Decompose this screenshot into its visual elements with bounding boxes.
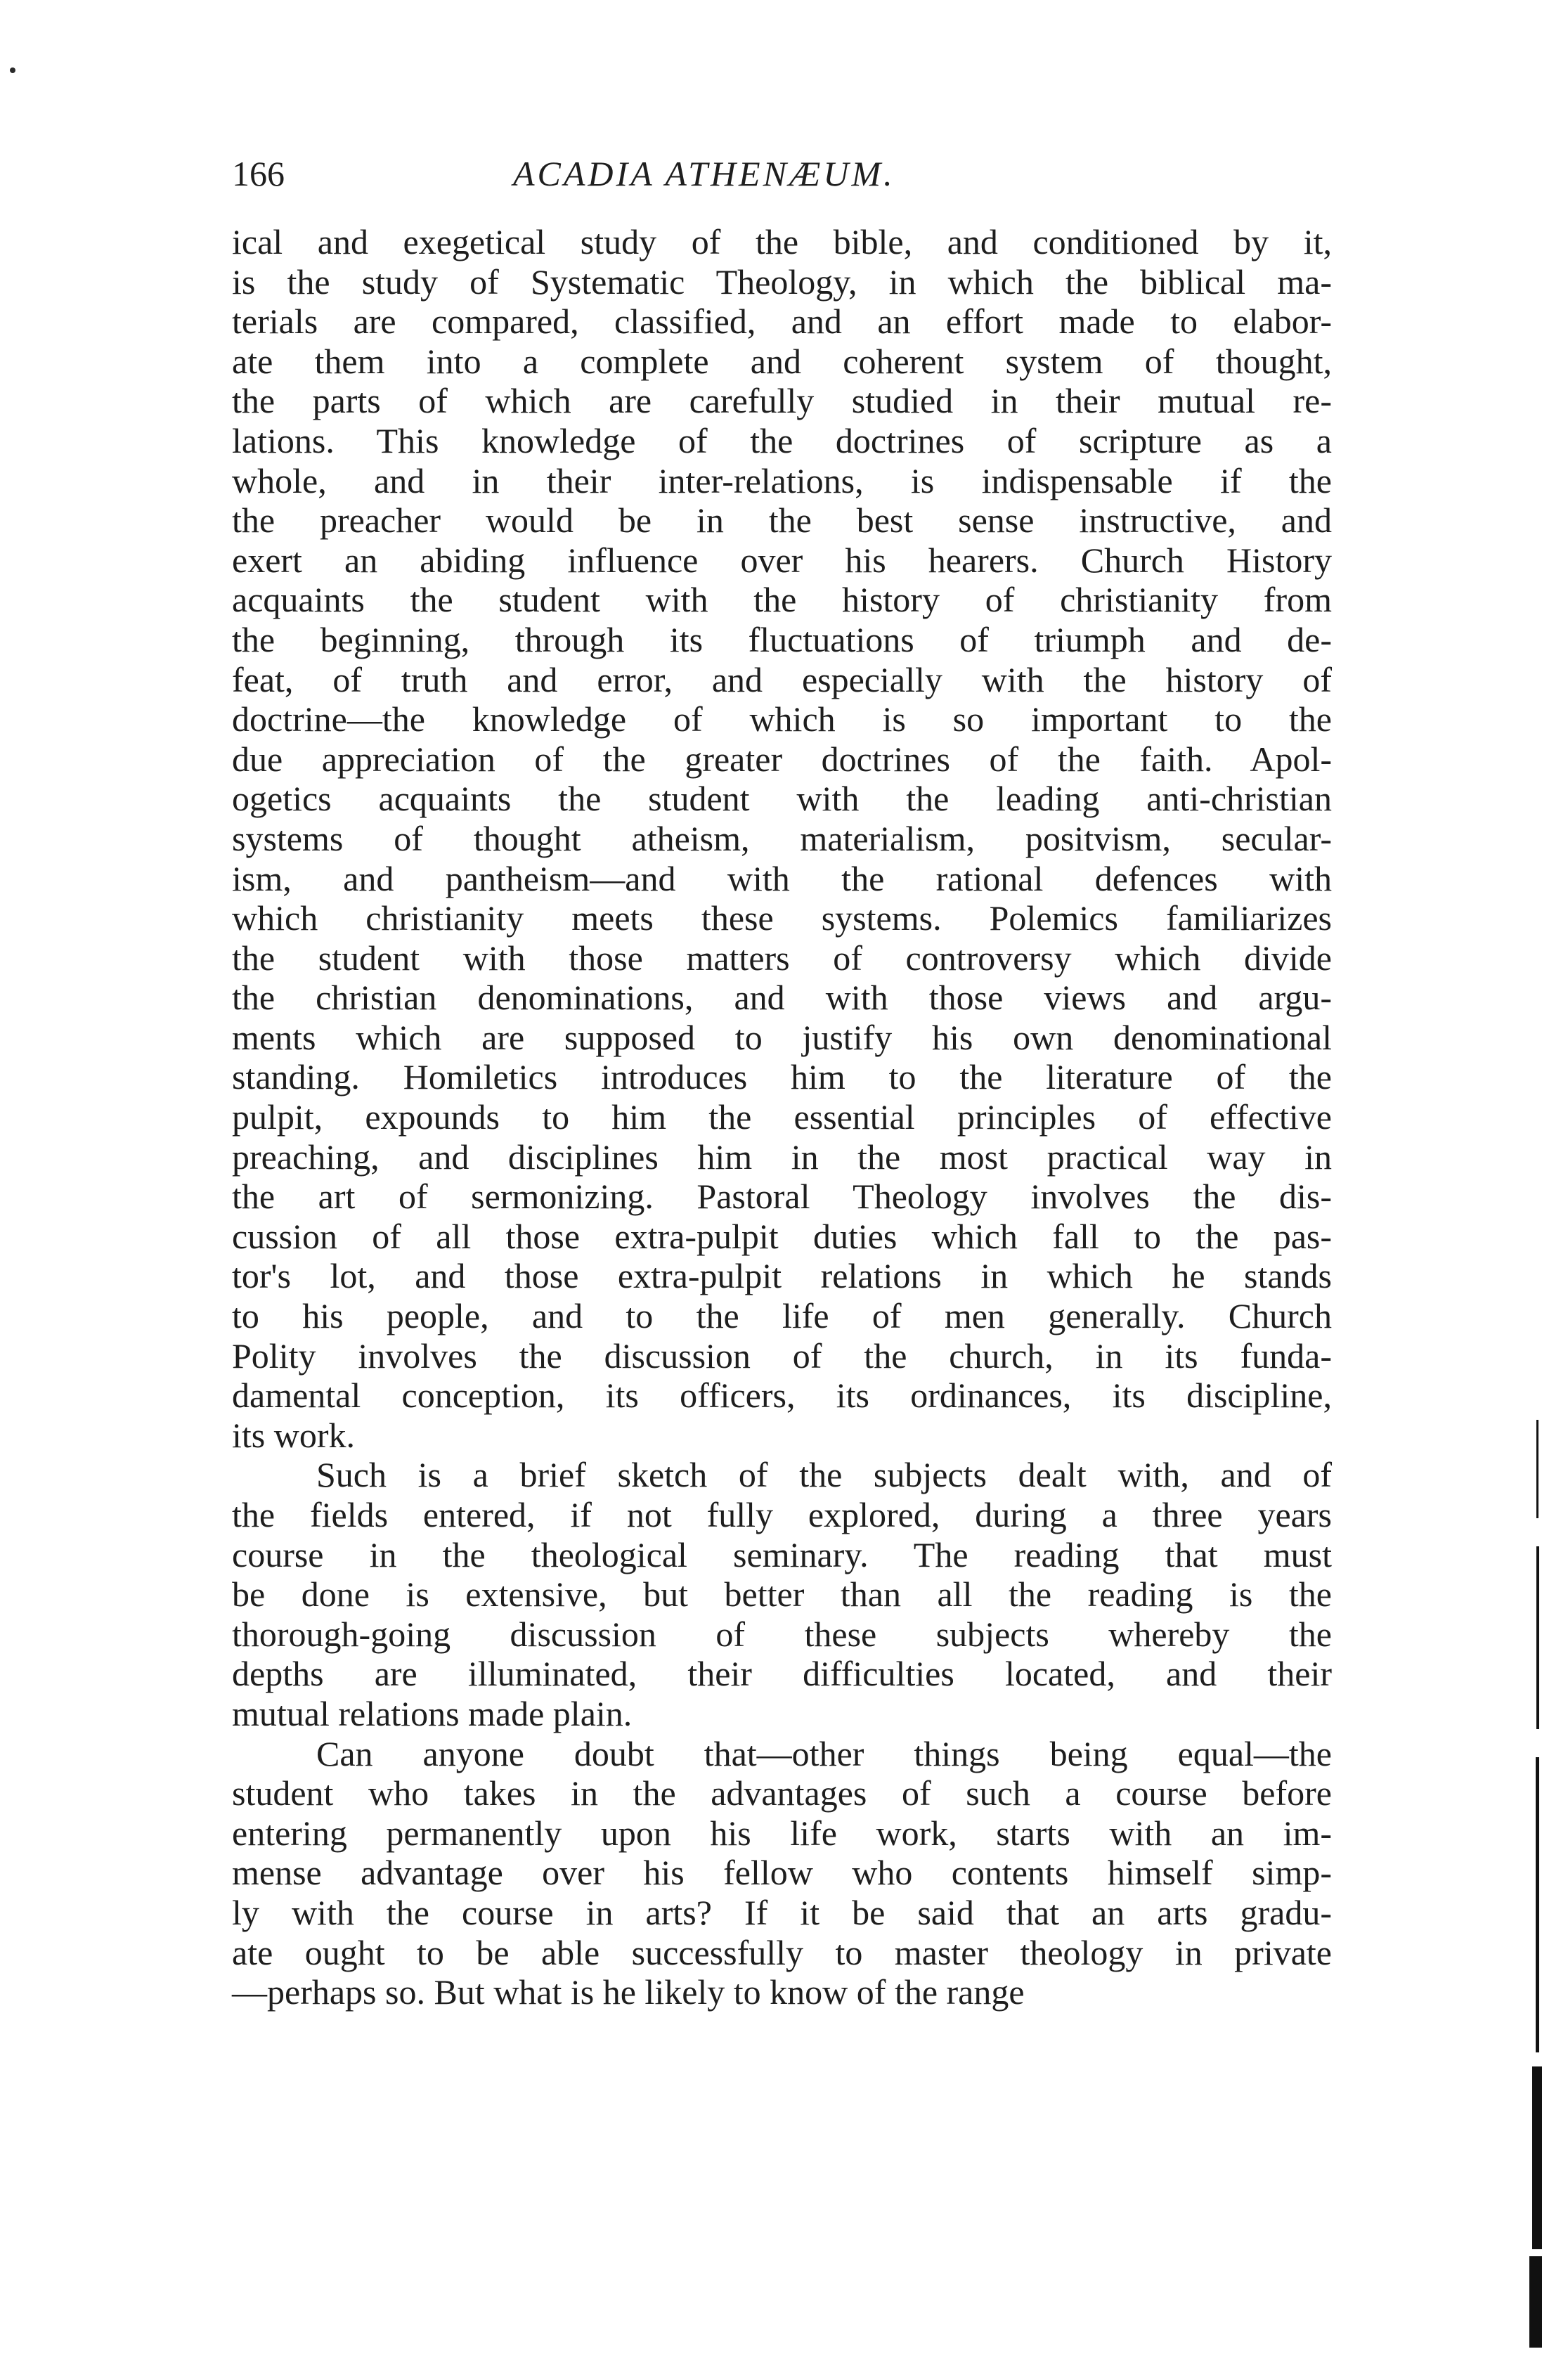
text-line: thorough-going discussion of these subjects whereby the bbox=[232, 1614, 1332, 1654]
text-line: is the study of Systematic Theology, in which the biblical ma- bbox=[232, 261, 1332, 302]
text-line: Polity involves the discussion of the church, in its funda- bbox=[232, 1335, 1332, 1376]
paragraph bbox=[232, 1734, 1332, 2012]
text-line: which christianity meets these systems. Polemics familiarizes bbox=[232, 898, 1332, 938]
scan-edge-mark bbox=[1536, 1420, 1538, 1518]
text-line: acquaints the student with the history of christianity from bbox=[232, 580, 1332, 620]
text-line: standing. Homiletics introduces him to the literature of the bbox=[232, 1057, 1332, 1097]
text-line: entering permanently upon his life work, starts with an im- bbox=[232, 1813, 1332, 1853]
text-line: the art of sermonizing. Pastoral Theology involves the dis- bbox=[232, 1177, 1332, 1217]
text-line: depths are illuminated, their difficulties located, and their bbox=[232, 1654, 1332, 1694]
text-line: ate them into a complete and coherent system of thought, bbox=[232, 341, 1332, 381]
scan-edge-mark bbox=[1532, 2066, 1542, 2249]
text-line: the fields entered, if not fully explored, during a three years bbox=[232, 1495, 1332, 1534]
text-line: ogetics acquaints the student with the leading anti-christian bbox=[232, 779, 1332, 819]
text-line: damental conception, its officers, its ordinances, its discipline, bbox=[232, 1376, 1332, 1416]
text-line: exert an abiding influence over his hearers. Church History bbox=[232, 540, 1332, 580]
text-line: —perhaps so. But what is he likely to know of the range bbox=[232, 1972, 1025, 2012]
paragraph bbox=[232, 222, 1332, 1455]
paragraph bbox=[232, 1455, 1332, 1733]
text-line: systems of thought atheism, materialism, positvism, secular- bbox=[232, 818, 1332, 858]
text-line: be done is extensive, but better than all the reading is the bbox=[232, 1574, 1332, 1615]
text-line: mense advantage over his fellow who contents himself simp- bbox=[232, 1853, 1332, 1893]
text-line: ism, and pantheism—and with the rational defences with bbox=[232, 858, 1332, 898]
text-line: pulpit, expounds to him the essential principles of effective bbox=[232, 1097, 1332, 1137]
page-number: 166 bbox=[232, 154, 285, 193]
text-line: the student with those matters of controversy which divide bbox=[232, 938, 1332, 978]
text-line: ical and exegetical study of the bible, and conditioned by it, bbox=[232, 222, 1332, 261]
text-line: due appreciation of the greater doctrines of the faith. Apol- bbox=[232, 739, 1332, 779]
text-line: feat, of truth and error, and especially with the history of bbox=[232, 659, 1332, 699]
text-line: terials are compared, classified, and an effort made to elabor- bbox=[232, 302, 1332, 342]
text-line: the beginning, through its fluctuations of triumph and de- bbox=[232, 619, 1332, 659]
text-line: student who takes in the advantages of such a course before bbox=[232, 1773, 1332, 1813]
text-line: preaching, and disciplines him in the most practical way in bbox=[232, 1137, 1332, 1177]
text-line: Such is a brief sketch of the subjects dealt with, and of bbox=[316, 1455, 1332, 1495]
scan-edge-mark bbox=[1536, 1757, 1539, 2052]
text-line: the preacher would be in the best sense instructive, and bbox=[232, 500, 1332, 541]
running-head bbox=[232, 149, 1328, 198]
print-speck bbox=[10, 67, 15, 73]
text-line: course in the theological seminary. The reading that must bbox=[232, 1534, 1332, 1574]
text-line: its work. bbox=[232, 1415, 355, 1455]
text-line: tor's lot, and those extra-pulpit relations in which he stands bbox=[232, 1256, 1332, 1296]
journal-title: ACADIA ATHENÆUM. bbox=[513, 154, 895, 193]
text-line: cussion of all those extra-pulpit duties which fall to the pas- bbox=[232, 1216, 1332, 1256]
text-line: lations. This knowledge of the doctrines of scripture as a bbox=[232, 420, 1332, 460]
text-line: Can anyone doubt that—other things being equal—the bbox=[316, 1733, 1332, 1773]
text-line: mutual relations made plain. bbox=[232, 1693, 633, 1733]
text-line: ate ought to be able successfully to master theology in private bbox=[232, 1932, 1332, 1972]
text-line: whole, and in their inter-relations, is indispensable if the bbox=[232, 460, 1332, 500]
scan-edge-mark bbox=[1536, 1546, 1539, 1729]
article-body bbox=[232, 222, 1332, 2012]
text-line: ly with the course in arts? If it be said that an arts gradu- bbox=[232, 1892, 1332, 1932]
text-line: doctrine—the knowledge of which is so important to the bbox=[232, 699, 1332, 739]
text-line: the christian denominations, and with those views and argu- bbox=[232, 978, 1332, 1018]
scan-edge-mark bbox=[1529, 2256, 1542, 2348]
text-line: ments which are supposed to justify his own denominational bbox=[232, 1017, 1332, 1057]
text-line: to his people, and to the life of men generally. Church bbox=[232, 1296, 1332, 1336]
text-line: the parts of which are carefully studied in their mutual re- bbox=[232, 381, 1332, 421]
